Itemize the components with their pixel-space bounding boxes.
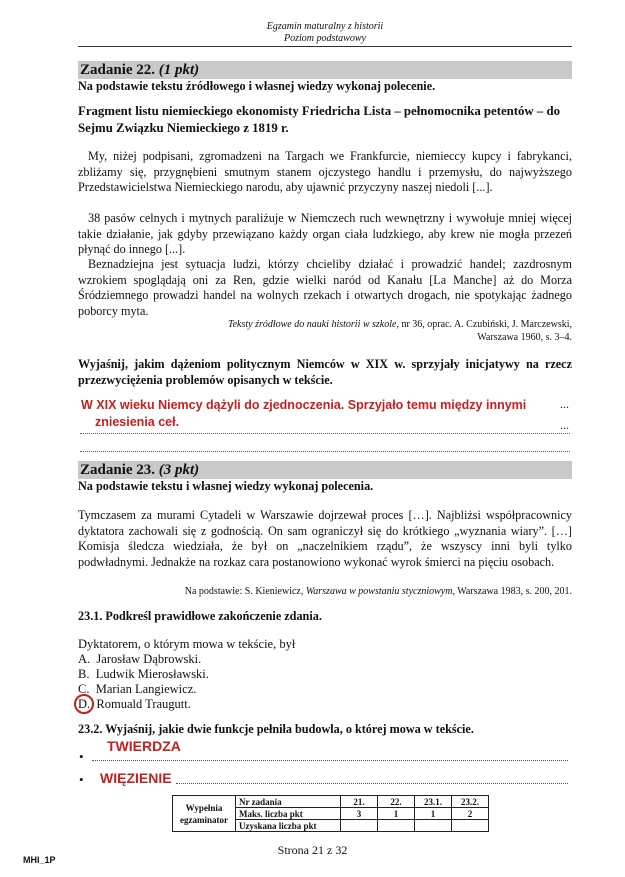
- task-number-23-2: 23.2.: [452, 796, 489, 808]
- task-number-22: 22.: [378, 796, 415, 808]
- task-23-source: [78, 585, 572, 598]
- task-22-heading: [78, 61, 572, 79]
- task-22-source-title: Fragment listu niemieckiego ekonomisty Friedricha Lista – pełnomocnika petentów – do Sejmu Związku Niemieckiego z 1819 r.: [78, 104, 560, 135]
- task-22-answer-line-1: W XIX wieku Niemcy dążyli do zjednoczenia. Sprzyjało temu między innymi: [81, 398, 527, 412]
- task-23-1-prompt: 23.1. Podkreśl prawidłowe zakończenie zdania.: [78, 609, 322, 623]
- task-22-citation-title: Teksty źródłowe do nauki historii w szkole: [227, 319, 397, 330]
- task-22-question: Wyjaśnij, jakim dążeniom politycznym Niemców w XIX w. sprzyjały inicjatywy na rzecz przezwyciężenia problemów opisanych w tekście.: [78, 357, 572, 387]
- score-table-label-line2: egzaminator: [180, 814, 228, 825]
- score-table: [172, 795, 489, 832]
- task-22-citation: [78, 318, 572, 331]
- row-label-max-points: Maks. liczba pkt: [236, 808, 341, 820]
- task-23-heading: [78, 461, 572, 479]
- task-23-title: Zadanie 23.: [80, 462, 159, 478]
- header-divider: [78, 46, 572, 47]
- task-23-2-answer-line-1[interactable]: [92, 760, 568, 761]
- option-b-letter: B.: [78, 667, 90, 681]
- task-22-citation-details: , nr 36, oprac. A. Czubiński, J. Marczewski,: [396, 319, 572, 330]
- task-22-dots-tail-1: ...: [560, 397, 569, 411]
- max-points-23-1: 1: [415, 808, 452, 820]
- task-23-points: (3 pkt): [158, 462, 200, 478]
- option-c[interactable]: [78, 682, 196, 698]
- score-table-label-line1: Wypełnia: [185, 802, 223, 813]
- option-c-text: Marian Langiewicz.: [95, 682, 197, 696]
- max-points-23-2: 2: [452, 808, 489, 820]
- task-22-points: (1 pkt): [158, 62, 200, 78]
- task-23-2-answer-line-2[interactable]: [176, 783, 568, 784]
- header-exam-title: Egzamin maturalny z historii: [266, 21, 384, 32]
- bullet-1: •: [79, 749, 84, 764]
- task-22-instruction: Na podstawie tekstu źródłowego i własnej wiedzy wykonaj polecenie.: [78, 79, 436, 93]
- task-23-source-title: Warszawa w powstaniu styczniowym: [305, 586, 453, 597]
- task-22-citation-line2: Warszawa 1960, s. 3–4.: [477, 332, 572, 343]
- task-23-source-prefix: Na podstawie: S. Kieniewicz,: [184, 586, 306, 597]
- task-number-21: 21.: [341, 796, 378, 808]
- task-23-source-suffix: , Warszawa 1983, s. 200, 201.: [452, 586, 572, 597]
- obtained-points-22[interactable]: [378, 820, 415, 832]
- option-a[interactable]: [78, 652, 201, 668]
- obtained-points-21[interactable]: [341, 820, 378, 832]
- bullet-2: •: [79, 772, 84, 787]
- task-23-1-stem: Dyktatorem, o którym mowa w tekście, był: [78, 637, 296, 651]
- max-points-22: 1: [378, 808, 415, 820]
- task-22-answer-line-2: zniesienia ceł.: [95, 415, 180, 429]
- task-23-text: Tymczasem za murami Cytadeli w Warszawie dojrzewał proces […]. Najbliżsi współpracownicy dyktatora zachowali się z godnością. On sam ograniczył się do krótkiego „wyznania wiary”. […] Komisja śledcza wiedziała, że był on „naczelnikiem rządu”, że wszyscy inni byli tylko podwładnymi. Jednakże na rozkaz cara postanowiono wykonać wyrok śmierci na pięciu osobach.: [78, 508, 572, 569]
- row-label-task-number: Nr zadania: [236, 796, 341, 808]
- task-22-paragraph-1: My, niżej podpisani, zgromadzeni na Targach we Frankfurcie, niemieccy kupcy i fabrykanci, zbliżamy się, przygnębieni smutnym stanem ojczystego handlu i przemysłu, do najwyższego Przedstawicielstwa Niemieckiego narodu, aby ujawnić przyczyny naszej niedoli [...].: [78, 149, 572, 194]
- option-b[interactable]: [78, 667, 209, 683]
- task-22-dots-tail-2: ...: [560, 418, 569, 432]
- task-number-23-1: 23.1.: [415, 796, 452, 808]
- option-c-letter: C.: [78, 682, 90, 696]
- selected-answer-circle: [74, 694, 94, 714]
- page-number: Strona 21 z 32: [277, 843, 348, 857]
- row-label-obtained-points: Uzyskana liczba pkt: [236, 820, 341, 832]
- task-22-title: Zadanie 22.: [80, 62, 159, 78]
- option-d-text: Romuald Traugutt.: [96, 697, 191, 711]
- max-points-21: 3: [341, 808, 378, 820]
- score-table-label: [173, 796, 236, 832]
- header-level: Poziom podstawowy: [284, 33, 366, 44]
- task-22-answer-line-dots-1[interactable]: [80, 433, 570, 434]
- task-22-answer-line-dots-2[interactable]: [80, 451, 570, 452]
- task-23-instruction: Na podstawie tekstu i własnej wiedzy wykonaj polecenia.: [78, 479, 374, 493]
- option-d[interactable]: [78, 697, 191, 713]
- option-a-letter: A.: [78, 652, 91, 666]
- obtained-points-23-2[interactable]: [452, 820, 489, 832]
- option-b-text: Ludwik Mierosławski.: [95, 667, 209, 681]
- task-22-paragraph-2: 38 pasów celnych i mytnych paraliżuje w Niemczech ruch wewnętrzny i wywołuje mniej więcej takie działanie, jak gdyby przewiązano każdy organ ciała ludzkiego, aby krew nie mogła przezeń płynąć do innego [...].: [78, 211, 572, 256]
- task-23-2-prompt: 23.2. Wyjaśnij, jakie dwie funkcje pełniła budowla, o której mowa w tekście.: [78, 722, 474, 736]
- option-d-letter: D.: [78, 697, 91, 711]
- obtained-points-23-1[interactable]: [415, 820, 452, 832]
- exam-code: MHI_1P: [23, 855, 56, 865]
- task-23-2-answer-2: WIĘZIENIE: [100, 770, 172, 786]
- task-23-2-answer-1: TWIERDZA: [107, 738, 181, 754]
- task-22-paragraph-3: Beznadziejna jest sytuacja ludzi, którzy chcieliby działać i prowadzić handel; zazdrosnym wzrokiem spoglądają oni za Ren, gdzie wielki naród od Kanału [La Manche] aż do Morza Śródziemnego prowadzi handel na wolnych rzekach i otwartych drogach, nie spotykając żadnego poborcy myta.: [78, 257, 572, 318]
- option-a-text: Jarosław Dąbrowski.: [96, 652, 202, 666]
